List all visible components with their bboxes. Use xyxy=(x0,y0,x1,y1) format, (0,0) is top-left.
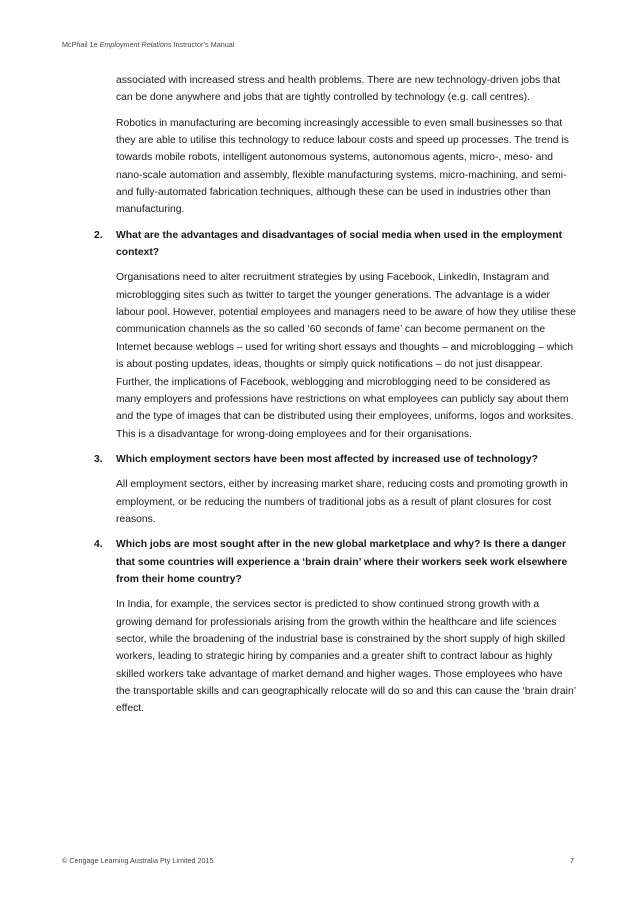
page-body xyxy=(94,72,577,726)
question-heading xyxy=(94,536,576,588)
question-text: Which jobs are most sought after in the new global marketplace and why? Is there a danger that some countries will experience a ‘brain drain’ where their workers seek work elsewhere from their home country? xyxy=(116,539,568,585)
question-heading xyxy=(94,227,576,262)
body-paragraph: associated with increased stress and health problems. There are new technology-driven jobs that can be done anywhere and jobs that are tightly controlled by technology (e.g. call centres). xyxy=(116,75,561,104)
running-footer xyxy=(62,856,574,865)
question-text: Which employment sectors have been most affected by increased use of technology? xyxy=(116,453,538,465)
question-text: What are the advantages and disadvantages of social media when used in the employment context? xyxy=(116,229,563,259)
question-heading xyxy=(94,451,576,468)
answer-paragraph: All employment sectors, either by increasing market share, reducing costs and promoting growth in employment, or be reducing the numbers of traditional jobs as a result of plant closures for cost reasons. xyxy=(116,479,568,525)
footer-copyright: © Cengage Learning Australia Pty Limited 2015 xyxy=(62,856,214,865)
header-suffix: Instructor’s Manual xyxy=(173,40,235,49)
question-number: 2. xyxy=(94,229,103,241)
header-book-title: Employment Relations xyxy=(99,40,172,49)
body-paragraph: Robotics in manufacturing are becoming increasingly accessible to even small businesses so that they are able to utilise this technology to reduce labour costs and speed up processes. The trend is towards mobile robots, intelligent autonomous systems, autonomous agents, micro-, meso- and nano-scale automation and assembly, flexible manufacturing systems, micro-machining, and semi- and fully-automated fabrication techniques, although these can be used in industries other than manufacturing. xyxy=(116,117,569,216)
page-number: 7 xyxy=(570,856,574,865)
answer-paragraph: In India, for example, the services sector is predicted to show continued strong growth with a growing demand for professionals arising from the growth within the healthcare and life sciences sector, while the broadening of the industrial base is constrained by the short supply of high skilled workers, leading to strategic hiring by companies and a greater shift to contract labour as highly skilled workers take advantage of market demand and higher wages. Those employees who have the transportable skills and can geographically relocate will do so and this can cause the ‘brain drain’ effect. xyxy=(116,599,576,715)
header-author: McPhail 1e xyxy=(62,40,98,49)
running-header xyxy=(62,40,234,49)
question-number: 4. xyxy=(94,539,103,551)
answer-paragraph: Organisations need to alter recruitment strategies by using Facebook, LinkedIn, Instagram and microblogging sites such as twitter to target the younger generations. The advantage is a wider labour pool. However, potential employees and managers need to be aware of how they utilise these communication channels as the so called ‘60 seconds of fame’ can become permanent on the Internet because weblogs – used for writing short essays and thoughts – and microblogging – which is about posting updates, ideas, thoughts or simply quick notifications – do not just disappear. Further, the implications of Facebook, weblogging and microblogging need to be considered as many employers and professions have restrictions on what employees can publicly say about them and the type of images that can be distributed using their employees, uniforms, logos and worksites. This is a disadvantage for wrong-doing employees and for their organisations. xyxy=(116,272,577,440)
question-number: 3. xyxy=(94,453,103,465)
